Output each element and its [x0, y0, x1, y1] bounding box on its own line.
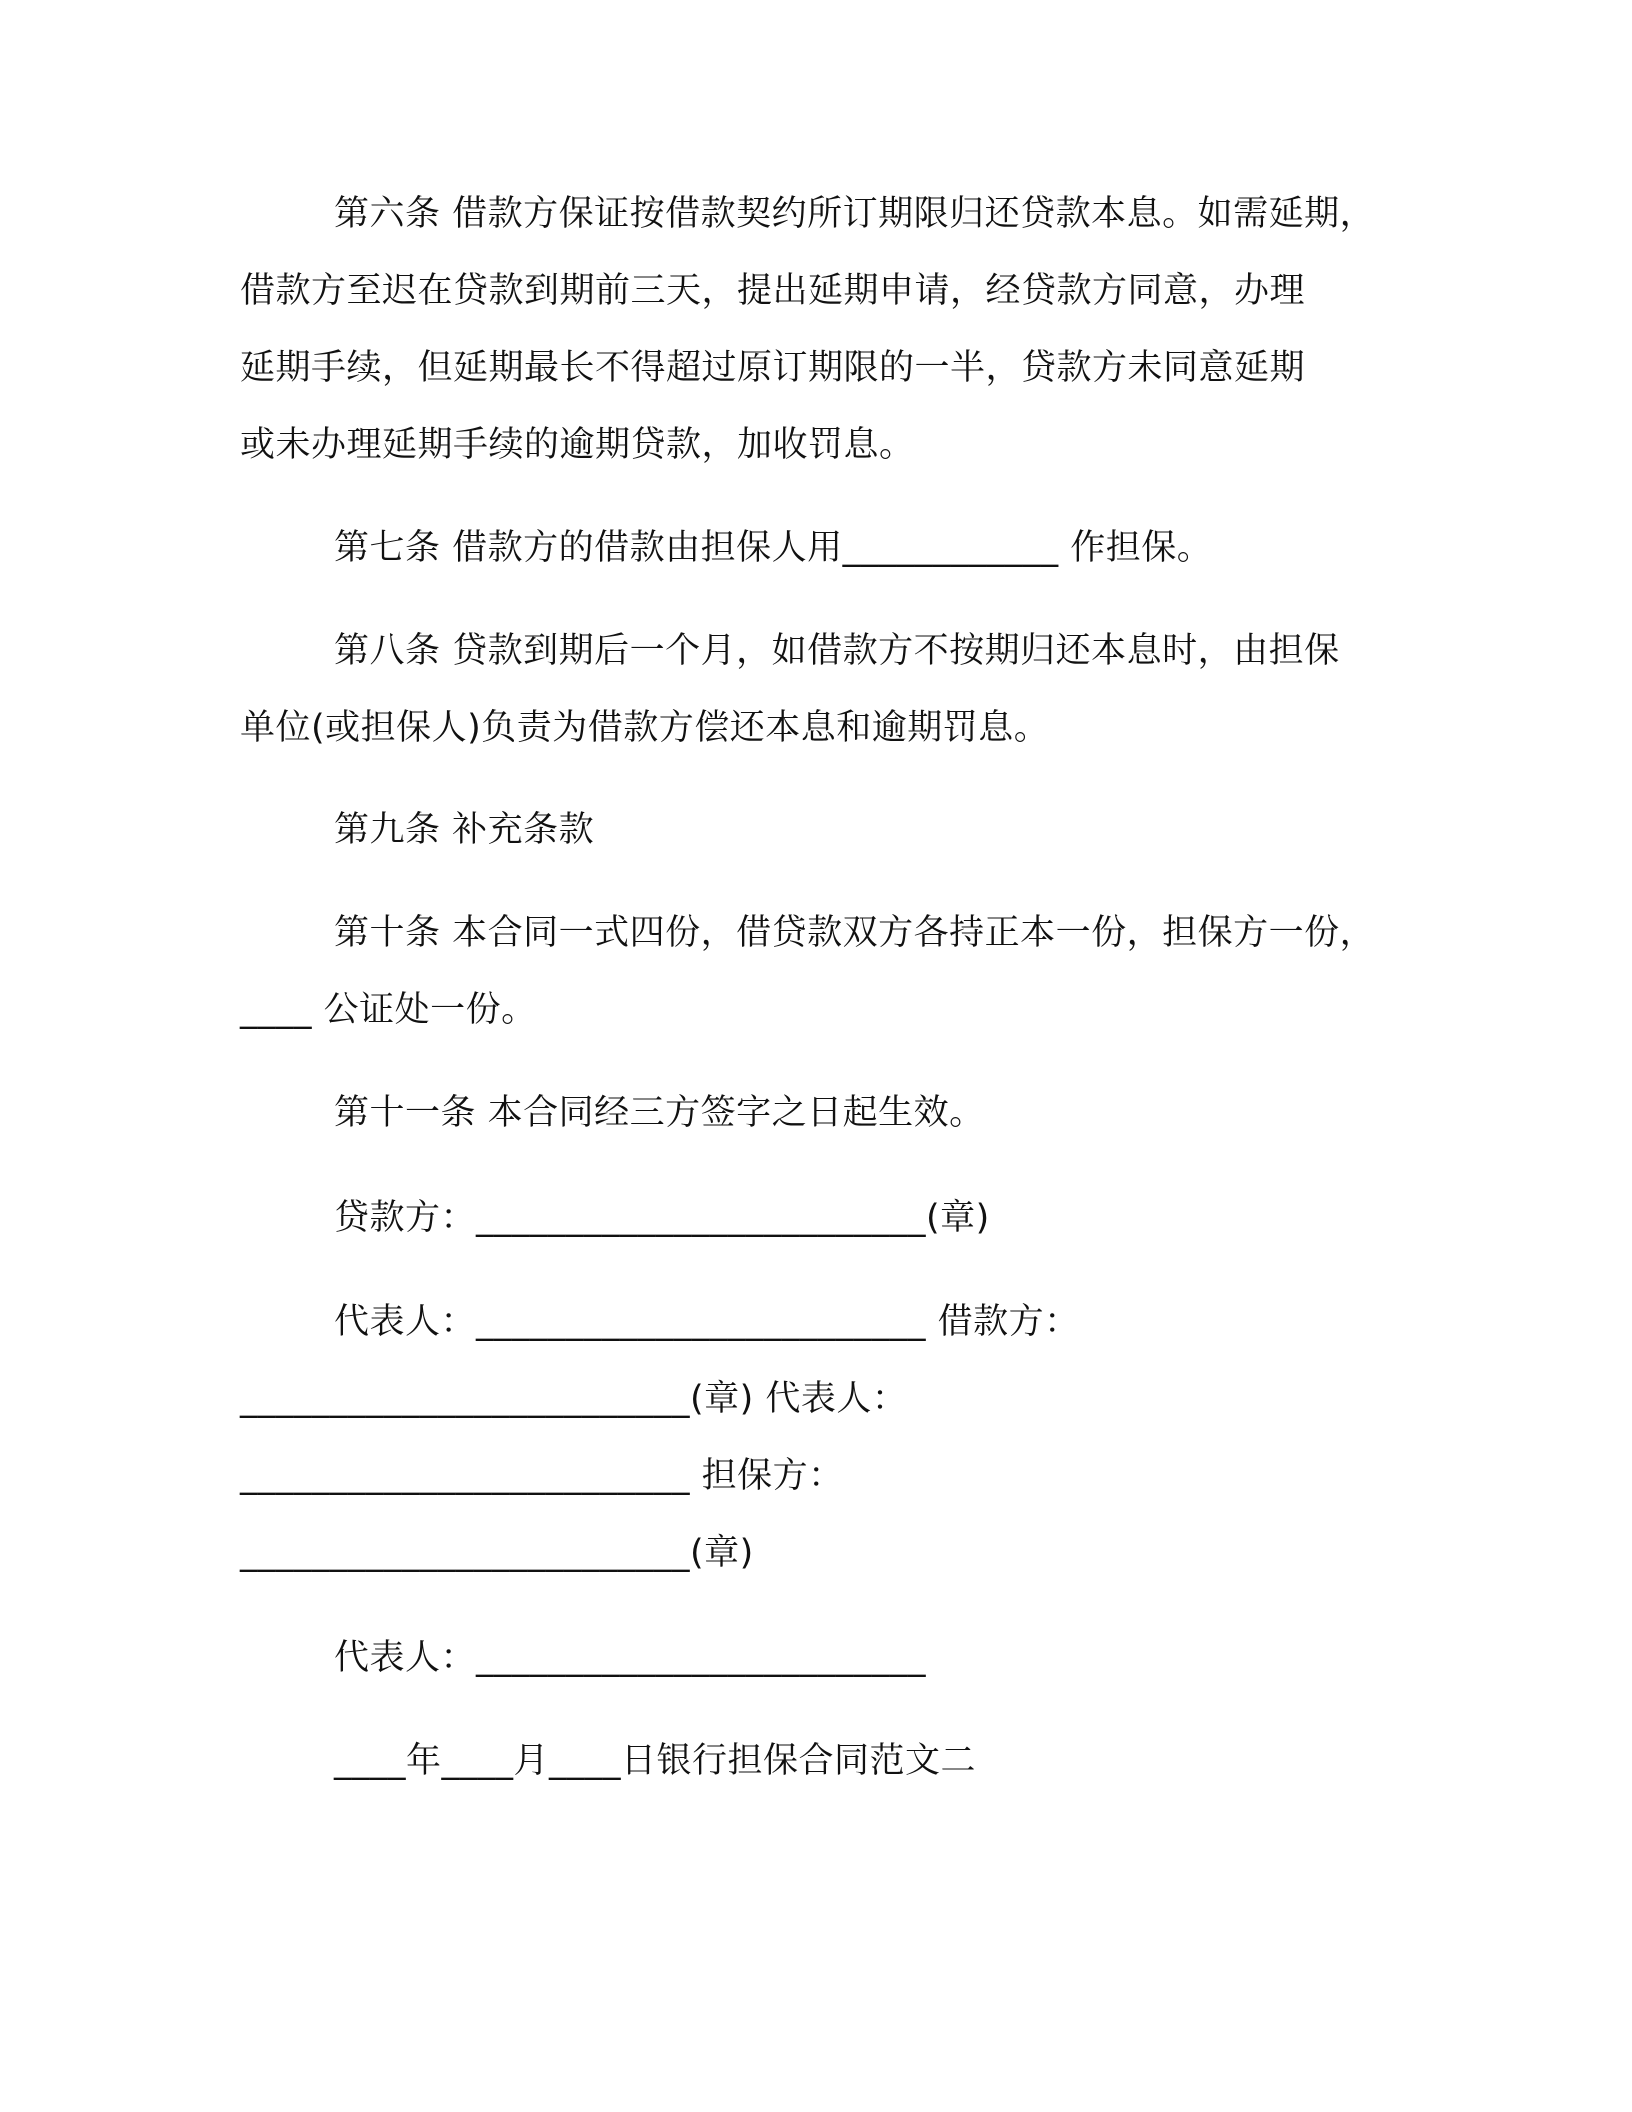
article-8-line-1: 第八条 贷款到期后一个月，如借款方不按期归还本息时，由担保	[334, 631, 1340, 671]
article-10-line-2: ____ 公证处一份。	[240, 990, 537, 1030]
guarantor-representative-line: 代表人：_________________________	[334, 1638, 927, 1678]
article-11-line: 第十一条 本合同经三方签字之日起生效。	[334, 1093, 985, 1133]
lender-signature-line: 贷款方：_________________________(章)	[334, 1198, 990, 1238]
article-9-line: 第九条 补充条款	[334, 810, 595, 850]
article-6-line-3: 延期手续，但延期最长不得超过原订期限的一半，贷款方未同意延期	[240, 348, 1306, 388]
borrower-signature-line: _________________________(章) 代表人：	[240, 1379, 908, 1419]
borrower-representative-line: _________________________ 担保方：	[240, 1456, 844, 1496]
article-6-line-4: 或未办理延期手续的逾期贷款，加收罚息。	[240, 425, 915, 465]
lender-representative-line: 代表人：_________________________ 借款方：	[334, 1302, 1080, 1342]
article-10-line-1: 第十条 本合同一式四份，借贷款双方各持正本一份，担保方一份，	[334, 913, 1376, 953]
article-7-line: 第七条 借款方的借款由担保人用____________ 作担保。	[334, 528, 1213, 568]
article-6-line-1: 第六条 借款方保证按借款契约所订期限归还贷款本息。如需延期，	[334, 194, 1376, 234]
article-8-line-2: 单位(或担保人)负责为借款方偿还本息和逾期罚息。	[240, 708, 1050, 748]
guarantor-signature-line: _________________________(章)	[240, 1533, 754, 1573]
date-and-title-line: ____年____月____日银行担保合同范文二	[334, 1741, 977, 1781]
article-6-line-2: 借款方至迟在贷款到期前三天，提出延期申请，经贷款方同意，办理	[240, 271, 1306, 311]
